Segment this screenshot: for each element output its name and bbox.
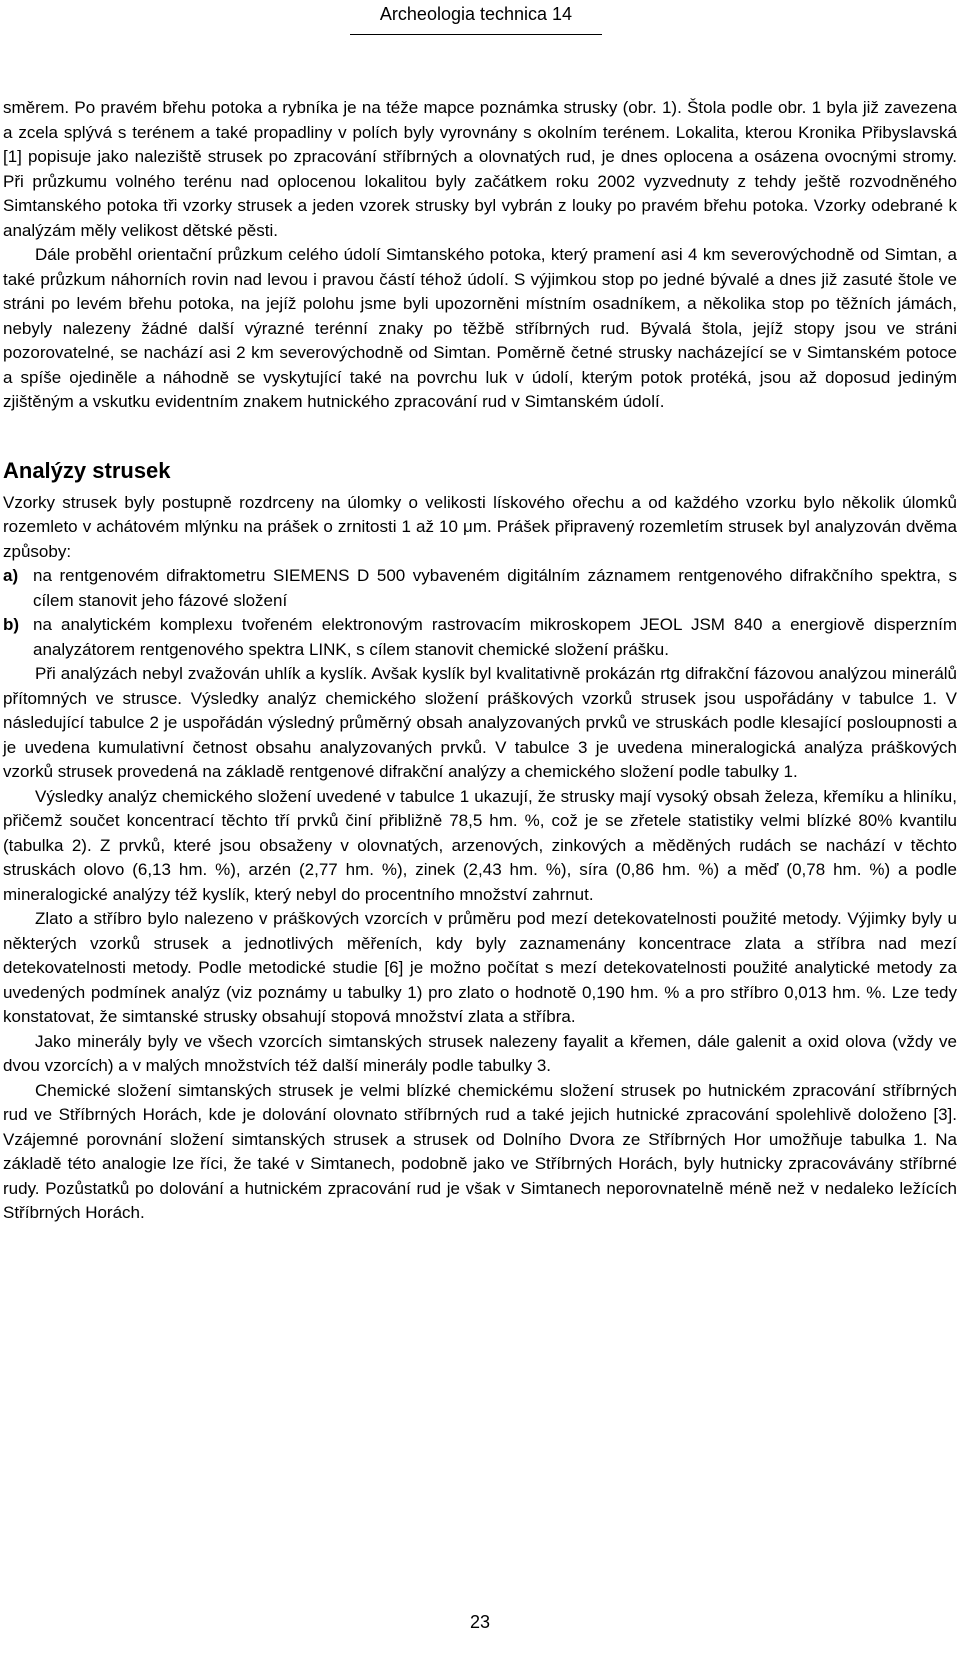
body-paragraph: Zlato a stříbro bylo nalezeno v práškových vzorcích v průměru pod mezí detekovatelnosti použité metody. Výjimky byly u některých vzorků strusek a jednotlivých měřeních, kdy byly zaznamenány koncentrace zlata a stříbra nad mezí detekovatelnosti metody. Podle metodické studie [6] je možno počítat s mezí detekovatelnosti použité analytické metody za uvedených podmínek analýz (viz poznámy u tabulky 1) pro zlato o hodnotě 0,190 hm. % a pro stříbro 0,013 hm. %. Lze tedy konstatovat, že simtanské strusky obsahují stopová množství zlata a stříbra.: [3, 909, 957, 1026]
body-paragraph: Výsledky analýz chemického složení uvedené v tabulce 1 ukazují, že strusky mají vysoký obsah železa, křemíku a hliníku, přičemž součet koncentrací těchto tří prvků činí přibližně 78,5 hm. %, což je se zřetele statistiky velmi blízké 80% kvantilu (tabulka 2). Z prvků, které jsou obsaženy v olovnatých, arzenových, zinkových a měděných rudách se nachází v těchto struskách olovo (6,13 hm. %), arzén (2,77 hm. %), zinek (2,43 hm. %), síra (0,86 hm. %) a měď (0,78 hm. %) a podle mineralogické analýzy též kyslík, který nebyl do procentního množství zahrnut.: [3, 786, 957, 904]
article-body: [3, 96, 957, 1226]
list-item-text: na rentgenovém difraktometru SIEMENS D 500 vybaveném digitálním záznamem rentgenového difrakčního spektra, s cílem stanovit jeho fázové složení: [33, 566, 957, 610]
list-item-text: na analytickém komplexu tvořeném elektronovým rastrovacím mikroskopem JEOL JSM 840 a energiově disperzním analyzátorem rentgenového spektra LINK, s cílem stanovit chemické složení prášku.: [33, 615, 957, 659]
list-item: [3, 564, 957, 613]
page-number: 23: [469, 1612, 491, 1632]
body-paragraph: Jako minerály byly ve všech vzorcích simtanských strusek nalezeny fayalit a křemen, dále galenit a oxid olova (vždy ve dvou vzorcích) a v malých množstvích též další minerály podle tabulky 3.: [3, 1031, 957, 1075]
body-paragraph: Chemické složení simtanských strusek je velmi blízké chemickému složení strusek po hutnickém zpracování stříbrných rud ve Stříbrných Horách, kde je dolování olovnato stříbrných rud a také jejich hutnické zpracování spolehlivě doloženo [3]. Vzájemné porovnání složení simtanských strusek a strusek od Dolního Dvora ze Stříbrných Hor umožňuje tabulka 1. Na základě této analogie lze říci, že také v Simtanech, podobně jako ve Stříbrných Horách, byly hutnicky zpracovávány stříbrné rudy. Pozůstatků po dolování a hutnickém zpracování rud je však v Simtanech neporovnatelně méně než v nedaleko ležících Stříbrných Horách.: [3, 1080, 957, 1222]
body-paragraph: směrem. Po pravém břehu potoka a rybníka je na téže mapce poznámka strusky (obr. 1). Štola podle obr. 1 byla již zavezena a zcela splývá s terénem a také propadliny v polích byly vyrovnány s okolním terénem. Lokalita, kterou Kronika Přibyslavská [1] popisuje jako naleziště strusek po zpracování stříbrných a olovnatých rud, je dnes oplocena a osázena ovocnými stromy. Při průzkumu volného terénu nad oplocenou lokalitou byly začátkem roku 2002 vyzvednuty z tehdy ještě rozvodněného Simtanského potoka tři vzorky strusek a jeden vzorek strusky byl vybrán z louky po pravém břehu potoka. Vzorky odebrané k analýzám měly velikost dětské pěsti.: [3, 98, 957, 240]
body-paragraph: Při analýzách nebyl zvažován uhlík a kyslík. Avšak kyslík byl kvalitativně prokázán rtg difrakční fázovou analýzou minerálů přítomných ve strusce. Výsledky analýz chemického složení práškových vzorků strusek jsou uspořádány v tabulce 1. V následující tabulce 2 je uspořádán výsledný průměrný obsah analyzovaných prvků ve struskách podle klesající posloupnosti a je uvedena kumulativní četnost obsahu analyzovaných prvků. V tabulce 3 je uvedena mineralogická analýza práškových vzorků strusek provedená na základě rentgenové difrakční analýzy a chemického složení podle tabulky 1.: [3, 664, 957, 781]
running-header: [350, 0, 602, 35]
section-lead-paragraph: Vzorky strusek byly postupně rozdrceny na úlomky o velikosti lískového ořechu a od každého vzorku bylo několik úlomků rozemleto v achátovém mlýnku na prášek o zrnitosti 1 až 10 μm. Prášek připravený rozemletím strusek byl analyzován dvěma způsoby:: [3, 492, 957, 561]
list-item: [3, 613, 957, 662]
list-marker: b): [3, 615, 20, 634]
journal-title: Archeologia technica 14: [379, 4, 573, 24]
section-heading: Analýzy strusek: [3, 457, 171, 483]
list-marker: a): [3, 566, 19, 585]
body-paragraph: Dále proběhl orientační průzkum celého údolí Simtanského potoka, který pramení asi 4 km severovýchodně od Simtan, a také průzkum náhorních rovin nad levou i pravou částí téhož údolí. S výjimkou stop po jedné bývalé a dnes již zasuté štole ve stráni po levém břehu potoka, na jejíž polohu jsme byli upozorněni místním osadníkem, a několika stop po těžních jámách, nebyly nalezeny žádné další výrazné terénní znaky po těžbě stříbrných rud. Bývalá štola, jejíž stopy jsou ve stráni pozorovatelné, se nachází asi 2 km severovýchodně od Simtan. Poměrně četné strusky nacházející se v Simtanském potoce a spíše ojediněle a náhodně se vyskytující také na povrchu luk v údolí, kterým potok protéká, jsou až doposud jediným zjištěným a vskutku evidentním znakem hutnického zpracování rud v Simtanském údolí.: [3, 245, 957, 411]
